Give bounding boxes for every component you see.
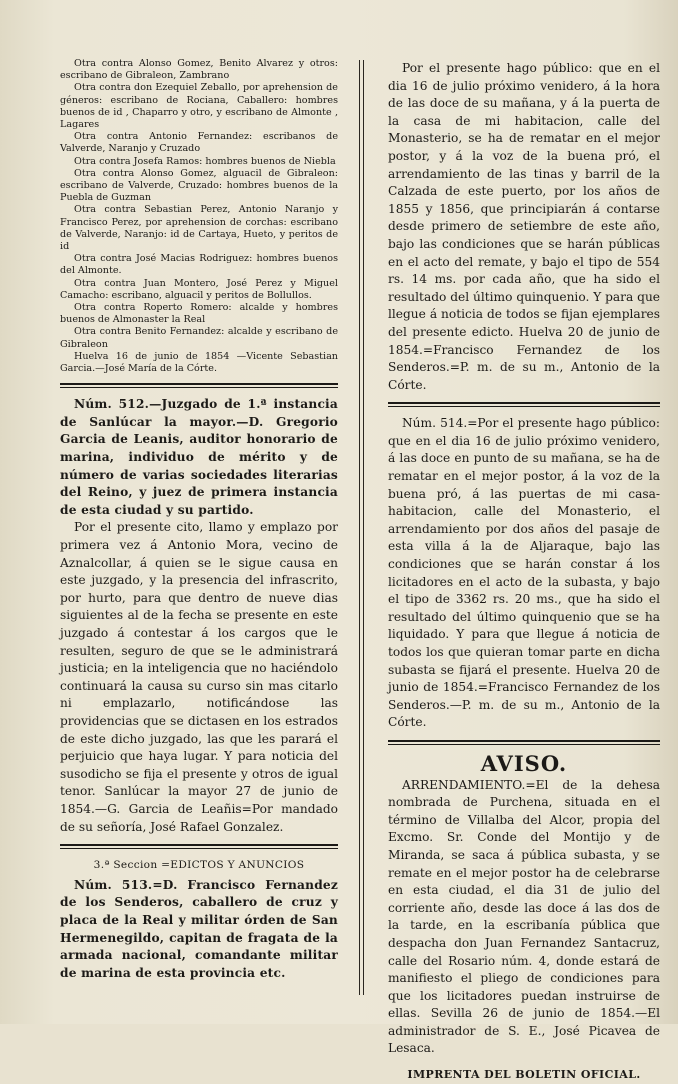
notice-entry: Otra contra Sebastian Perez, Antonio Naranjo y Francisco Perez, por aprehension de corchas: escribano de Valverde, Naranjo: id de Cartaya, Hueto, y peritos de id [60,204,338,253]
notice-512-header: Núm. 512.—Juzgado de 1.ª instancia de Sanlúcar la mayor.—D. Gregorio Garcia de Leanis, auditor honorario de marina, individuo de mérito y de número de varias sociedades literarias del Reino, y juez de primera instancia de esta ciudad y su partido. [60,397,338,517]
left-column [60,58,338,982]
divider [388,740,660,745]
aviso-section [388,750,660,1084]
notice-entry: Otra contra Juan Montero, José Perez y Miguel Camacho: escribano, alguacil y peritos de Bollullos. [60,277,338,301]
notice-list [60,58,338,375]
notice-513-body [388,60,660,394]
notice-entry: Otra contra Alonso Gomez, Benito Alvarez y otros: escribano de Gibraleon, Zambrano [60,58,338,82]
notice-entry: Otra contra José Macias Rodriguez: hombres buenos del Almonte. [60,253,338,277]
notice-signature: Huelva 16 de junio de 1854 —Vicente Sebastian Garcia.—José María de la Córte. [60,350,338,375]
notice-514-text: Núm. 514.=Por el presente hago público: que en el dia 16 de julio próximo venidero, á las doce en punto de su mañana, se ha de rematar en el mejor postor, á la voz de la buena pró, á las puertas de mi casa-habitacion, calle del Monasterio, el arrendamiento por dos años del pasaje de esta villa á la de Aljaraque, bajo las condiciones que se harán constar á los licitadores en el acto de la subasta, y bajo el tipo de 3362 rs. 20 ms., que ha sido el resultado del último quinquenio que se ha liquidado. Y para que llegue á noticia de todos los que quieran tomar parte en dicha subasta se fijará el presente. Huelva 20 de junio de 1854.=Francisco Fernandez de los Senderos.—P. m. de su m., Antonio de la Córte. [388,416,660,730]
notice-entry: Otra contra Antonio Fernandez: escribanos de Valverde, Naranjo y Cruzado [60,131,338,155]
divider [60,383,338,388]
right-column [388,60,660,1084]
aviso-body: ARRENDAMIENTO.=El de la dehesa nombrada de Purchena, situada en el término de Villalba del Alcor, propia del Excmo. Sr. Conde del Montijo y de Miranda, se saca á pública subasta, y se remate en el mejor postor ha de celebrarse en esta ciudad, el dia 31 de julio del corriente año, desde las doce á las dos de la tarde, en la escribanía pública que despacha don Juan Fernandez Santacruz, calle del Rosario núm. 4, donde estará de manifiesto el pliego de condiciones para que los licitadores puedan instruirse de ellas. Sevilla 26 de junio de 1854.—El administrador de S. E., José Picavea de Lesaca. [388,777,660,1056]
notice-entry: Otra contra Josefa Ramos: hombres buenos de Niebla [74,155,336,167]
notice-514 [388,415,660,732]
notice-entry: Otra contra Roperto Romero: alcalde y hombres buenos de Almonaster la Real [60,302,338,326]
notice-entry: Otra contra Alonso Gomez, alguacil de Gibraleon: escribano de Valverde, Cruzado: hombres buenos de la Puebla de Guzman [60,167,338,204]
notice-512-body: Por el presente cito, llamo y emplazo por primera vez á Antonio Mora, vecino de Aznalcollar, á quien se le sigue causa en este juzgado, y la presencia del infrascrito, por hurto, para que dentro de nueve dias siguientes al de la fecha se presente en este juzgado á contestar á los cargos que le resulten, seguro de que se le administrará justicia; en la inteligencia que no haciéndolo continuará la causa su curso sin mas citarlo ni emplazarlo, notificándose las providencias que se dictasen en los estrados de este dicho juzgado, las que les parará el perjuicio que haya lugar. Y para noticia del susodicho se fija el presente y otros de igual tenor. Sanlúcar la mayor 27 de junio de 1854.—G. Garcia de Leañis=Por mandado de su señoría, José Rafael Gonzalez. [60,520,338,834]
notice-512 [60,396,338,836]
section-title: 3.ª Seccion =EDICTOS Y ANUNCIOS [93,859,305,872]
notice-513: Núm. 513.=D. Francisco Fernandez de los Senderos, caballero de cruz y placa de la Real y militar órden de San Hermenegildo, capitan de fragata de la armada nacional, comandante militar de marina de esta provincia etc. [60,877,338,980]
notice-entry: Otra contra Benito Fernandez: alcalde y escribano de Gibraleon [60,326,338,350]
printer-imprint: IMPRENTA DEL BOLETIN OFICIAL. [407,1068,641,1082]
section-3 [60,857,338,982]
column-divider [359,60,364,995]
notice-513-text: Por el presente hago público: que en el dia 16 de julio próximo venidero, á la hora de las doce de su mañana, y á la puerta de la casa de mi habitacion, calle del Monasterio, se ha de rematar en el mejor postor, y á la voz de la buena pró, el arrendamiento de las tinas y barril de la Calzada de este puerto, por los años de 1855 y 1856, que principiarán á contarse desde primero de setiembre de este año, bajo las condiciones que se harán públicas en el acto del remate, y bajo el tipo de 554 rs. 14 ms. por cada año, que ha sido el resultado del último quinquenio. Y para que llegue á noticia de todos se fijan ejemplares del presente edicto. Huelva 20 de junio de 1854.=Francisco Fernandez de los Senderos.=P. m. de su m., Antonio de la Córte. [388,61,661,392]
divider [60,844,338,849]
aviso-title: AVISO. [480,750,568,776]
notice-entry: Otra contra don Ezequiel Zeballo, por aprehension de géneros: escribano de Rociana, Caballero: hombres buenos de id , Chaparro y otro, y escribano de Almonte , Lagares [60,82,338,131]
divider [388,402,660,407]
